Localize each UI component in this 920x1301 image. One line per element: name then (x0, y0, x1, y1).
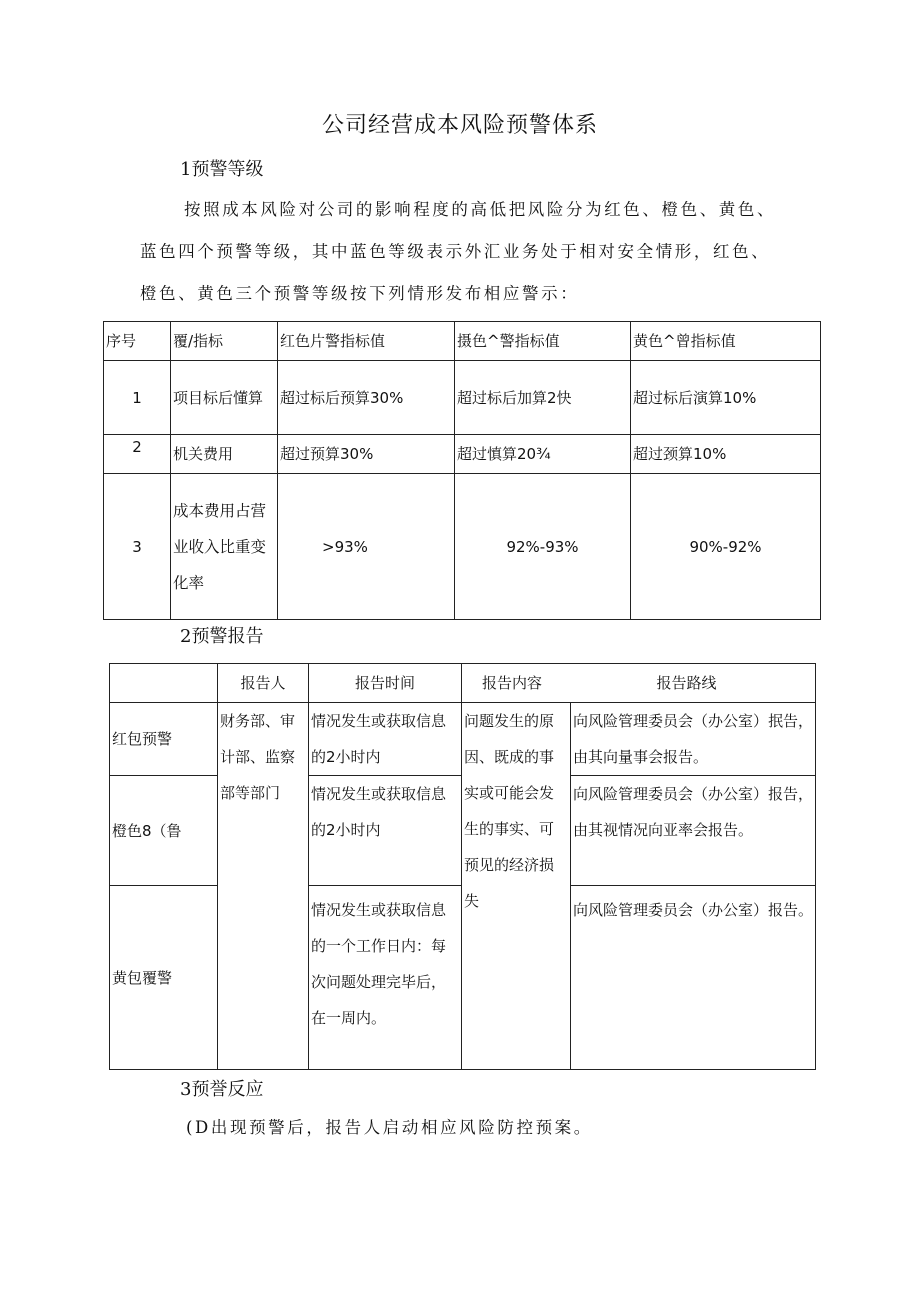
section-heading-warning-report: 2预警报告 (180, 626, 264, 647)
response-paragraph: (D出现预警后，报告人启动相应风险防控预案。 (186, 1118, 593, 1137)
report-time: 情况发生或获取信息的一个工作日内：每次问题处理完毕后，在一周内。 (309, 886, 462, 1070)
orange-threshold: 92%-93% (455, 474, 631, 620)
report-route: 向风险管理委员会（办公室）报告。 (571, 886, 816, 1070)
row-indicator: 成本费用占营业收入比重变化率 (171, 474, 278, 620)
table-row (110, 703, 816, 776)
section-heading-warning-response: 3预誉反应 (180, 1079, 264, 1100)
header-cell: 序号 (104, 322, 171, 361)
yellow-threshold: 超过标后演算10% (631, 361, 821, 435)
row-index: 1 (104, 361, 171, 435)
yellow-threshold: 超过颈算10% (631, 435, 821, 474)
header-cell: 报告内容 (462, 664, 571, 703)
level-red: 红包预警 (110, 703, 218, 776)
table-row (104, 435, 821, 474)
reporter-cell: 财务部、审计部、监察部等部门 (218, 703, 309, 1070)
table-row (104, 361, 821, 435)
page-title: 公司经营成本风险预警体系 (321, 113, 598, 138)
table-row (104, 474, 821, 620)
report-content-cell: 问题发生的原因、既成的事实或可能会发生的事实、可预见的经济损失 (462, 703, 571, 1070)
table-header-row (110, 664, 816, 703)
row-indicator: 项目标后懂算 (171, 361, 278, 435)
table-header-row (104, 322, 821, 361)
paragraph-line-2: 蓝色四个预警等级，其中蓝色等级表示外汇业务处于相对安全情形，红色、 (140, 242, 771, 261)
header-cell: 报告人 (218, 664, 309, 703)
report-route: 向风险管理委员会（办公室）抿告，由其向量事会报告。 (571, 703, 816, 776)
header-cell: 报告时间 (309, 664, 462, 703)
red-threshold: 超过预算30% (278, 435, 455, 474)
red-threshold: 超过标后预算30% (278, 361, 455, 435)
header-cell: 摄色^警指标值 (455, 322, 631, 361)
report-time: 情况发生或获取信息的2小时内 (309, 776, 462, 886)
warning-report-table (109, 663, 816, 1070)
paragraph-line-1: 按照成本风险对公司的影响程度的高低把风险分为红色、橙色、黄色、 (184, 200, 777, 219)
level-orange: 橙色8（鲁 (110, 776, 218, 886)
warning-level-table (103, 321, 821, 620)
level-yellow: 黄包覆警 (110, 886, 218, 1070)
row-indicator: 机关费用 (171, 435, 278, 474)
report-time: 情况发生或获取信息的2小时内 (309, 703, 462, 776)
row-index: 3 (104, 474, 171, 620)
row-index: 2 (104, 435, 171, 474)
report-route: 向风险管理委员会（办公室）报告，由其视情况向亚率会报告。 (571, 776, 816, 886)
header-cell: 黄色^曾指标值 (631, 322, 821, 361)
orange-threshold: 超过标后加算2快 (455, 361, 631, 435)
header-cell (110, 664, 218, 703)
paragraph-line-3: 橙色、黄色三个预警等级按下列情形发布相应警示： (140, 284, 580, 303)
yellow-threshold: 90%-92% (631, 474, 821, 620)
red-threshold: >93% (278, 474, 455, 620)
section-heading-warning-levels: 1预警等级 (180, 159, 264, 180)
header-cell: 覆/指标 (171, 322, 278, 361)
header-cell: 红色片警指标值 (278, 322, 455, 361)
header-cell: 报告路线 (571, 664, 816, 703)
orange-threshold: 超过慎算20¾ (455, 435, 631, 474)
